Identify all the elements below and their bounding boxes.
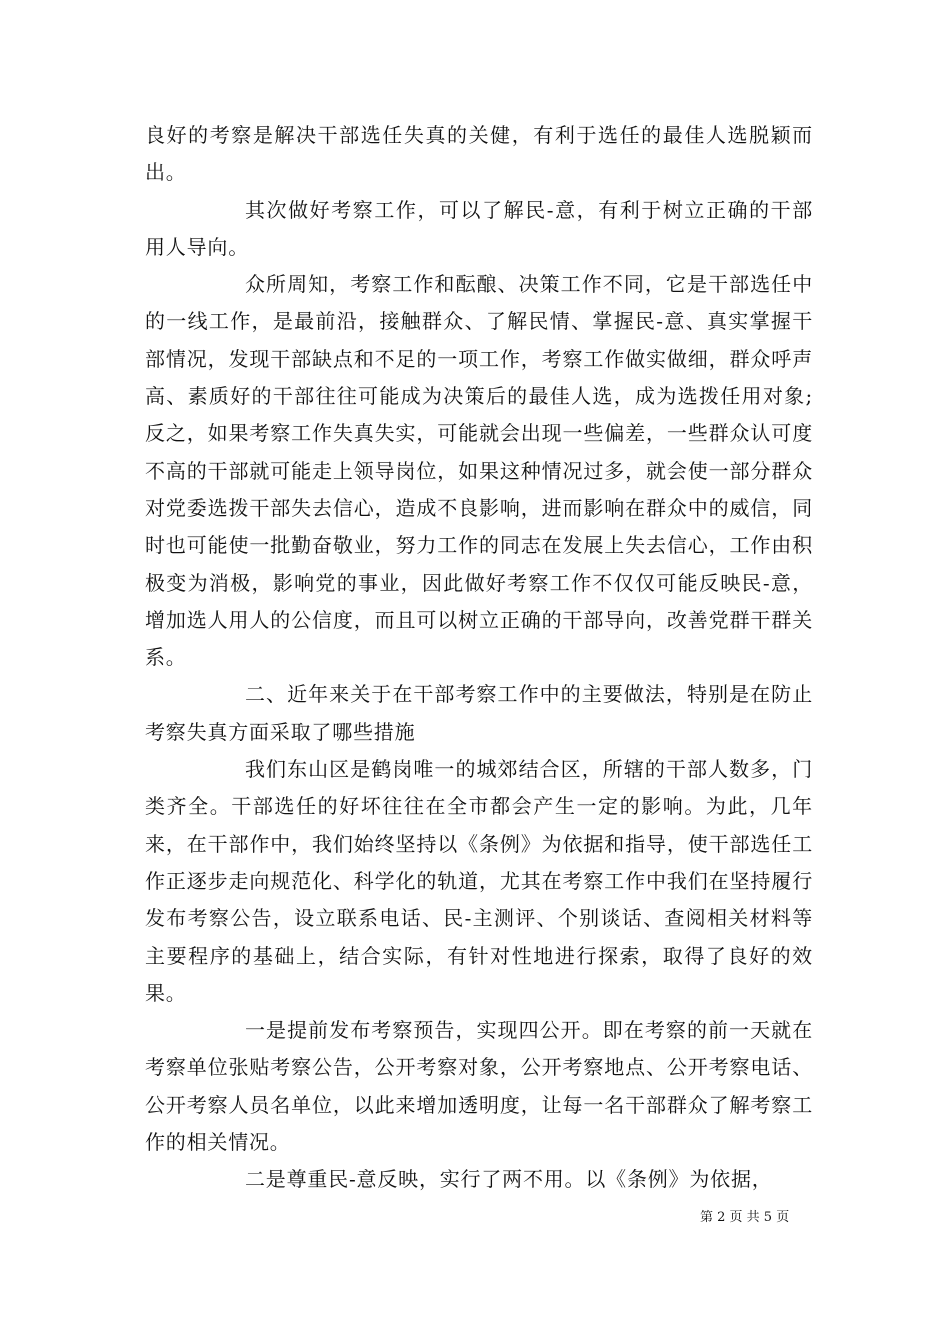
paragraph-1: 良好的考察是解决干部选任失真的关健，有利于选任的最佳人选脱颖而出。 [145, 123, 813, 185]
paragraph-2: 其次做好考察工作，可以了解民-意，有利于树立正确的干部用人导向。 [145, 197, 813, 259]
paragraph-3: 众所周知，考察工作和酝酿、决策工作不同，它是干部选任中的一线工作，是最前沿，接触群众、了解民情、掌握民-意、真实掌握干部情况，发现干部缺点和不足的一项工作，考察工作做实做细，群众呼声高、素质好的干部往往可能成为决策后的最佳人选，成为选拨任用对象;反之，如果考察工作失真失实，可能就会出现一些偏差，一些群众认可度不高的干部就可能走上领导岗位，如果这种情况过多，就会使一部分群众对党委选拨干部失去信心，造成不良影响，进而影响在群众中的威信，同时也可能使一批勤奋敬业，努力工作的同志在发展上失去信心，工作由积极变为消极，影响党的事业，因此做好考察工作不仅仅可能反映民-意，增加选人用人的公信度，而且可以树立正确的干部导向，改善党群干群关系。 [145, 272, 813, 670]
paragraph-6: 一是提前发布考察预告，实现四公开。即在考察的前一天就在考察单位张贴考察公告，公开考察对象，公开考察地点、公开考察电话、公开考察人员名单位，以此来增加透明度，让每一名干部群众了解考察工作的相关情况。 [145, 1018, 813, 1155]
paragraph-7: 二是尊重民-意反映，实行了两不用。以《条例》为依据， [245, 1167, 773, 1192]
page-number-footer: 第 2 页 共 5 页 [700, 1210, 790, 1225]
paragraph-5: 我们东山区是鹤岗唯一的城郊结合区，所辖的干部人数多，门类齐全。干部选任的好坏往往在全市都会产生一定的影响。为此，几年来，在干部作中，我们始终坚持以《条例》为依据和指导，使干部选任工作正逐步走向规范化、科学化的轨道，尤其在考察工作中我们在坚持履行发布考察公告，设立联系电话、民-主测评、个别谈话、查阅相关材料等主要程序的基础上，结合实际，有针对性地进行探索，取得了良好的效果。 [145, 757, 813, 1005]
section-heading: 二、近年来关于在干部考察工作中的主要做法，特别是在防止考察失真方面采取了哪些措施 [145, 682, 813, 744]
document-body [145, 117, 813, 1199]
